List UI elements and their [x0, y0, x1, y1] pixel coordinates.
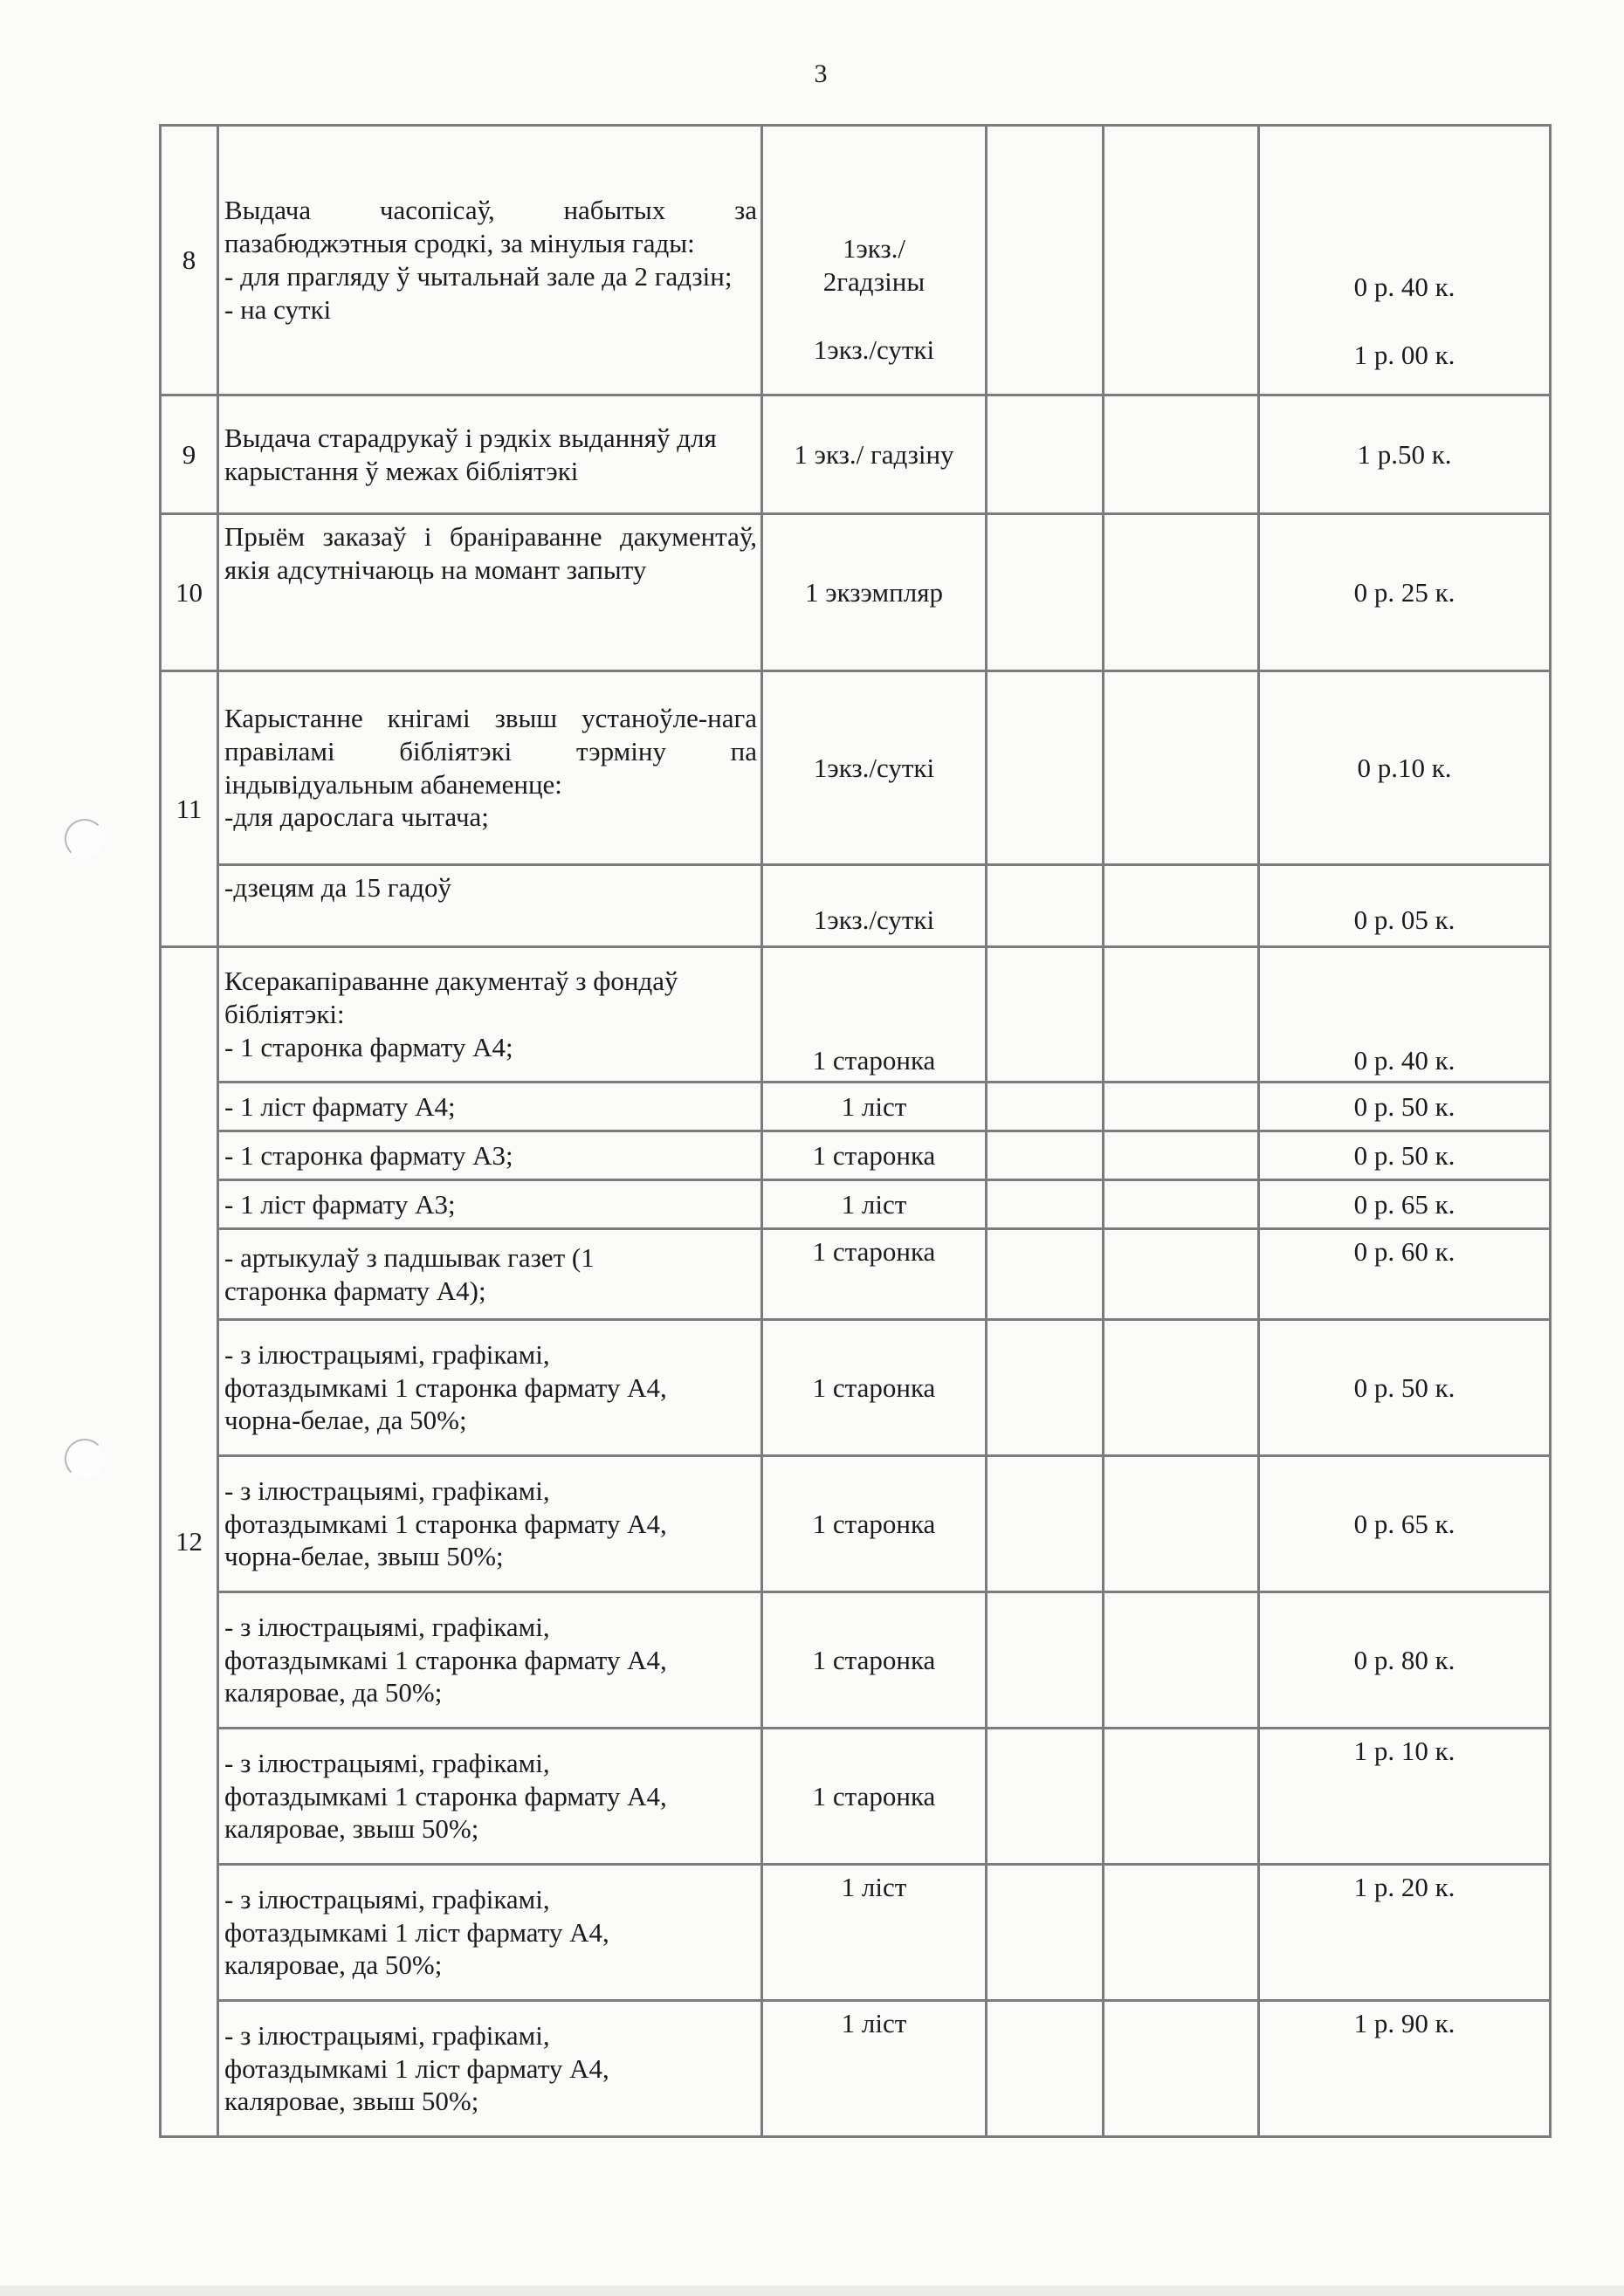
empty-cell — [1104, 395, 1259, 514]
service-description: - з ілюстрацыямі, графікамі, фотаздымкамі 1 старонка фармату А4, каляровае, да 50%; — [218, 1592, 762, 1729]
table-row — [161, 1456, 1551, 1592]
page-edge — [0, 2286, 1624, 2296]
empty-cell — [987, 1320, 1104, 1456]
service-description: - з ілюстрацыямі, графікамі, фотаздымкамі 1 старонка фармату А4, чорна-белае, звыш 50%; — [218, 1456, 762, 1592]
empty-cell — [1104, 1729, 1259, 1865]
unit-cell: 1 старонка — [762, 1320, 987, 1456]
table-row — [161, 395, 1551, 514]
empty-cell — [1104, 1083, 1259, 1131]
table-row — [161, 514, 1551, 671]
punch-hole — [65, 1439, 105, 1479]
unit-cell: 1 старонка — [762, 1456, 987, 1592]
price-cell: 1 р. 90 к. — [1259, 2001, 1551, 2137]
table-row — [161, 1729, 1551, 1865]
table-row — [161, 1865, 1551, 2001]
table-row — [161, 1083, 1551, 1131]
unit-cell: 1 старонка — [762, 1729, 987, 1865]
service-description: Выдача часопісаў, набытых за пазабюджэтныя сродкі, за мінулыя гады: - для прагляду ў чытальнай зале да 2 гадзін; - на суткі — [218, 126, 762, 395]
price-cell: 0 р. 80 к. — [1259, 1592, 1551, 1729]
unit-cell: 1 старонка — [762, 947, 987, 1083]
table-row — [161, 126, 1551, 395]
unit-cell: 1 старонка — [762, 1229, 987, 1320]
empty-cell — [1104, 1229, 1259, 1320]
price-cell: 0 р.10 к. — [1259, 671, 1551, 865]
table-row — [161, 671, 1551, 865]
tariff-table — [159, 124, 1552, 2138]
price-cell: 0 р. 50 к. — [1259, 1320, 1551, 1456]
empty-cell — [1104, 671, 1259, 865]
row-number: 8 — [161, 126, 218, 395]
punch-hole — [65, 819, 105, 859]
price-cell: 1 р.50 к. — [1259, 395, 1551, 514]
unit-cell: 1 ліст — [762, 1083, 987, 1131]
empty-cell — [987, 1729, 1104, 1865]
page-number: 3 — [814, 59, 828, 88]
empty-cell — [987, 671, 1104, 865]
empty-cell — [987, 1131, 1104, 1180]
empty-cell — [1104, 1865, 1259, 2001]
service-description: - 1 ліст фармату А4; — [218, 1083, 762, 1131]
table-row — [161, 2001, 1551, 2137]
unit-cell: 1экз./суткі — [762, 671, 987, 865]
service-description: - з ілюстрацыямі, графікамі, фотаздымкамі 1 старонка фармату А4, каляровае, звыш 50%; — [218, 1729, 762, 1865]
row-number: 11 — [161, 671, 218, 947]
unit-cell: 1 ліст — [762, 1865, 987, 2001]
service-description: - 1 старонка фармату А3; — [218, 1131, 762, 1180]
service-description: Ксеракапіраванне дакументаў з фондаў бібліятэкі: - 1 старонка фармату А4; — [218, 947, 762, 1083]
empty-cell — [1104, 1180, 1259, 1229]
empty-cell — [987, 1229, 1104, 1320]
unit-cell: 1экз./ 2гадзіны 1экз./суткі — [762, 126, 987, 395]
service-description: Выдача старадрукаў і рэдкіх выданняў для карыстання ў межах бібліятэкі — [218, 395, 762, 514]
service-description: - з ілюстрацыямі, графікамі, фотаздымкамі 1 ліст фармату А4, каляровае, да 50%; — [218, 1865, 762, 2001]
empty-cell — [987, 865, 1104, 947]
row-number: 12 — [161, 947, 218, 2137]
service-description: - 1 ліст фармату А3; — [218, 1180, 762, 1229]
row-number: 9 — [161, 395, 218, 514]
empty-cell — [1104, 1456, 1259, 1592]
empty-cell — [987, 2001, 1104, 2137]
table-row — [161, 947, 1551, 1083]
service-description: - артыкулаў з падшывак газет (1 старонка фармату А4); — [218, 1229, 762, 1320]
empty-cell — [1104, 947, 1259, 1083]
table-row — [161, 865, 1551, 947]
unit-cell: 1 ліст — [762, 2001, 987, 2137]
empty-cell — [987, 1865, 1104, 2001]
price-cell: 0 р. 40 к. 1 р. 00 к. — [1259, 126, 1551, 395]
empty-cell — [1104, 2001, 1259, 2137]
empty-cell — [987, 395, 1104, 514]
price-cell: 0 р. 05 к. — [1259, 865, 1551, 947]
table-row — [161, 1180, 1551, 1229]
unit-cell: 1 старонка — [762, 1592, 987, 1729]
unit-cell: 1 старонка — [762, 1131, 987, 1180]
unit-cell: 1 экзэмпляр — [762, 514, 987, 671]
table-row — [161, 1592, 1551, 1729]
price-cell: 1 р. 10 к. — [1259, 1729, 1551, 1865]
price-cell: 0 р. 25 к. — [1259, 514, 1551, 671]
empty-cell — [987, 126, 1104, 395]
table-row — [161, 1320, 1551, 1456]
service-description: - з ілюстрацыямі, графікамі, фотаздымкамі 1 ліст фармату А4, каляровае, звыш 50%; — [218, 2001, 762, 2137]
price-cell: 0 р. 60 к. — [1259, 1229, 1551, 1320]
empty-cell — [1104, 865, 1259, 947]
empty-cell — [987, 1180, 1104, 1229]
service-description: -дзецям да 15 гадоў — [218, 865, 762, 947]
price-cell: 0 р. 50 к. — [1259, 1083, 1551, 1131]
empty-cell — [1104, 1320, 1259, 1456]
price-cell: 0 р. 50 к. — [1259, 1131, 1551, 1180]
row-number: 10 — [161, 514, 218, 671]
service-description: Карыстанне кнігамі звыш устаноўле-нага правіламі бібліятэкі тэрміну па індывідуальным абанеменце: -для дарослага чытача; — [218, 671, 762, 865]
empty-cell — [987, 1592, 1104, 1729]
price-cell: 0 р. 40 к. — [1259, 947, 1551, 1083]
unit-cell: 1 ліст — [762, 1180, 987, 1229]
price-cell: 0 р. 65 к. — [1259, 1456, 1551, 1592]
empty-cell — [1104, 1131, 1259, 1180]
empty-cell — [987, 1083, 1104, 1131]
table-row — [161, 1131, 1551, 1180]
empty-cell — [1104, 1592, 1259, 1729]
service-description: Прыём заказаў і браніраванне дакументаў, якія адсутнічаюць на момант запыту — [218, 514, 762, 671]
empty-cell — [1104, 514, 1259, 671]
service-description: - з ілюстрацыямі, графікамі, фотаздымкамі 1 старонка фармату А4, чорна-белае, да 50%; — [218, 1320, 762, 1456]
table-row — [161, 1229, 1551, 1320]
empty-cell — [987, 1456, 1104, 1592]
price-cell: 0 р. 65 к. — [1259, 1180, 1551, 1229]
empty-cell — [1104, 126, 1259, 395]
price-cell: 1 р. 20 к. — [1259, 1865, 1551, 2001]
empty-cell — [987, 947, 1104, 1083]
unit-cell: 1экз./суткі — [762, 865, 987, 947]
empty-cell — [987, 514, 1104, 671]
unit-cell: 1 экз./ гадзіну — [762, 395, 987, 514]
